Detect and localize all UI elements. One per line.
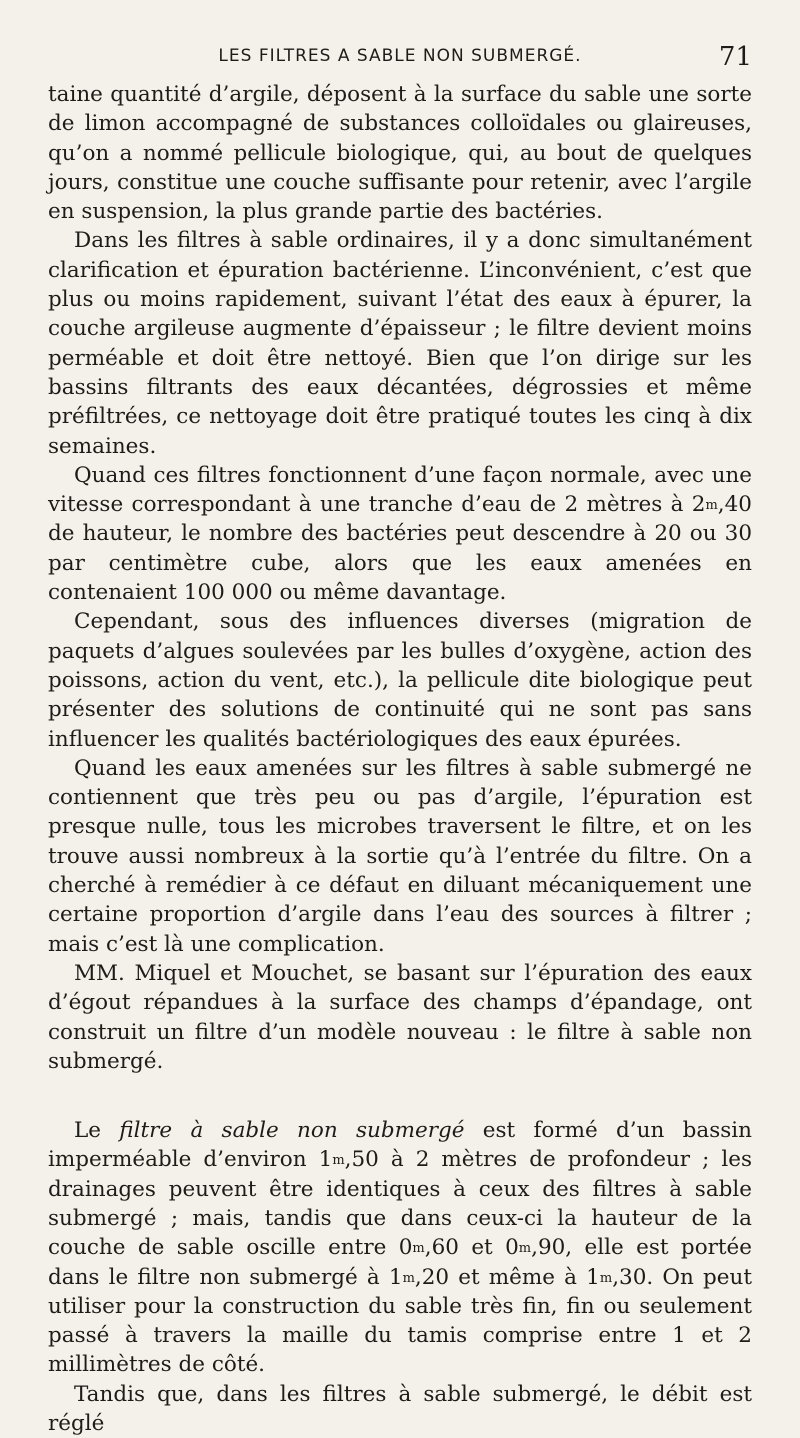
p3-text-a: Quand ces filtres fonctionnent d’une façon normale, avec une vitesse correspondant à une tranche d’eau de 2 mètres à 2 bbox=[48, 462, 752, 518]
paragraph-6: MM. Miquel et Mouchet, se basant sur l’épuration des eaux d’égout répandues à la surface des champs d’épandage, ont construit un filtre d’un modèle nouveau : le filtre à sable non submergé. bbox=[48, 960, 752, 1074]
p7-sup-5: m bbox=[599, 1270, 613, 1286]
p7-text-f: ,20 et même à 1 bbox=[414, 1264, 600, 1290]
p7-sup-3: m bbox=[518, 1241, 532, 1257]
p7-italic: filtre à sable non submergé bbox=[119, 1118, 465, 1144]
paragraph-7 bbox=[48, 1116, 752, 1380]
paragraph-1: taine quantité d’argile, déposent à la surface du sable une sorte de limon accompagné de substances colloïdales ou glaireuses, qu’on a nommé pellicule biologique, qui, au bout de quelques jours, constitue une couche suffisante pour retenir, avec l’argile en suspension, la plus grande partie des bactéries. bbox=[48, 82, 752, 225]
page-header bbox=[48, 42, 752, 76]
paragraph-2: Dans les filtres à sable ordinaires, il y a donc simultanément clarification et épuration bactérienne. L’inconvénient, c’est que plus ou moins rapidement, suivant l’état des eaux à épurer, la couche argileuse augmente d’épaisseur ; le filtre devient moins perméable et doit être nettoyé. Bien que l’on dirige sur les bassins filtrants des eaux décantées, dégrossies et même préfiltrées, ce nettoyage doit être pratiqué toutes les cinq à dix semaines. bbox=[48, 228, 752, 459]
paragraph-5: Quand les eaux amenées sur les filtres à sable submergé ne contiennent que très peu ou pas d’argile, l’épuration est presque nulle, tous les microbes traversent le filtre, et on les trouve aussi nombreux à la sortie qu’à l’entrée du filtre. On a cherché à remédier à ce défaut en diluant mécaniquement une certaine proportion d’argile dans l’eau des sources à filtrer ; mais c’est là une complication. bbox=[48, 755, 752, 957]
p3-text-b: ,40 de hauteur, le nombre des bactéries peut descendre à 20 ou 30 par centimètre cube, alors que les eaux amenées en contenaient bbox=[48, 492, 752, 606]
page-number: 71 bbox=[718, 42, 752, 72]
p7-text-d: ,60 et 0 bbox=[424, 1235, 519, 1261]
p7-text-b: est formé d’un bassin imperméable d’environ 1 bbox=[48, 1118, 752, 1173]
body-text bbox=[48, 80, 752, 1438]
p3-sup: m bbox=[705, 498, 718, 514]
p7-sup-2: m bbox=[412, 1241, 425, 1257]
paragraph-8: Tandis que, dans les filtres à sable submergé, le débit est réglé bbox=[48, 1381, 752, 1437]
p3-text-c: 100 000 ou même davantage. bbox=[183, 580, 507, 606]
p7-text-c: ,50 à 2 mètres de profondeur ; les drainages peuvent être identiques à ceux des filtres à sable submergé ; mais, tandis que dans ceux-ci la hauteur de la couche de sable oscille entre 0 bbox=[48, 1147, 752, 1261]
p7-sup-4: m bbox=[402, 1270, 415, 1286]
running-title: LES FILTRES A SABLE NON SUBMERGÉ. bbox=[218, 46, 582, 66]
p7-text-g: ,30. On peut utiliser pour la construction du sable très fin, fin ou seulement passé à travers la maille du tamis comprise entre 1 et 2 millimètres de côté. bbox=[48, 1264, 752, 1378]
p7-sup-1: m bbox=[332, 1153, 345, 1169]
p7-text-a: Le bbox=[74, 1118, 120, 1144]
paragraph-3 bbox=[48, 461, 752, 607]
paragraph-4: Cependant, sous des influences diverses (migration de paquets d’algues soulevées par les bulles d’oxygène, action des poissons, action du vent, etc.), la pellicule dite biologique peut présenter des solutions de continuité qui ne sont pas sans influencer les qualités bactériologiques des eaux épurées. bbox=[48, 609, 752, 752]
p7-text-e: ,90, elle est portée dans le filtre non submergé à 1 bbox=[48, 1235, 753, 1290]
